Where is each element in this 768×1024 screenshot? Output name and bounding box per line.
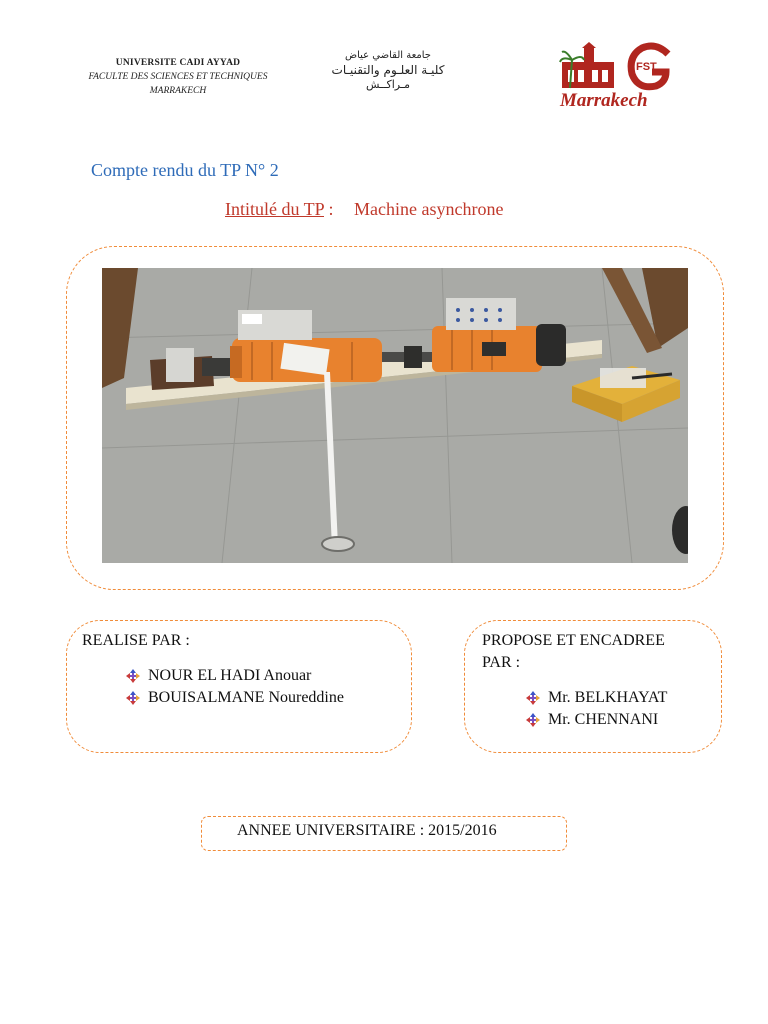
university-name-ar: جامعة القاضي عياض	[344, 50, 431, 61]
member-name: BOUISALMANE Noureddine	[148, 689, 344, 706]
subject-separator: :	[328, 199, 334, 219]
university-header-ar	[300, 50, 476, 91]
city-name-ar: مـراكــش	[366, 78, 410, 91]
propose-par-heading-line1: PROPOSE ET ENCADREE	[482, 632, 665, 649]
machine-photo	[102, 268, 688, 563]
fst-logo-city: Marrakech	[560, 90, 648, 111]
supervisor-item	[526, 689, 667, 707]
subject-label: Intitulé du TP	[225, 199, 324, 219]
arrow-bullet-icon	[526, 713, 540, 727]
university-name-fr: UNIVERSITE CADI AYYAD	[115, 58, 241, 68]
supervisor-name: Mr. CHENNANI	[548, 711, 659, 728]
city-name-fr: MARRAKECH	[149, 86, 207, 96]
arrow-bullet-icon	[126, 691, 140, 705]
university-header-fr	[88, 58, 268, 96]
supervisor-item	[526, 711, 658, 729]
supervisor-name: Mr. BELKHAYAT	[548, 689, 668, 706]
arrow-bullet-icon	[126, 669, 140, 683]
report-title: Compte rendu du TP N° 2	[91, 160, 279, 180]
arrow-bullet-icon	[526, 691, 540, 705]
member-item	[126, 667, 311, 685]
propose-par-heading-line2: PAR :	[482, 654, 521, 671]
member-item	[126, 689, 344, 707]
realise-par-heading: REALISE PAR :	[82, 632, 190, 649]
report-subject	[225, 199, 503, 220]
member-name: NOUR EL HADI Anouar	[148, 667, 312, 684]
fst-logo	[556, 40, 678, 112]
faculty-name-fr: FACULTE DES SCIENCES ET TECHNIQUES	[88, 72, 268, 82]
subject-value: Machine asynchrone	[354, 199, 504, 219]
academic-year: ANNEE UNIVERSITAIRE : 2015/2016	[237, 822, 497, 839]
fst-logo-text: FST	[636, 61, 657, 73]
faculty-name-ar: كليـة العلـوم والتقنيـات	[331, 63, 445, 77]
